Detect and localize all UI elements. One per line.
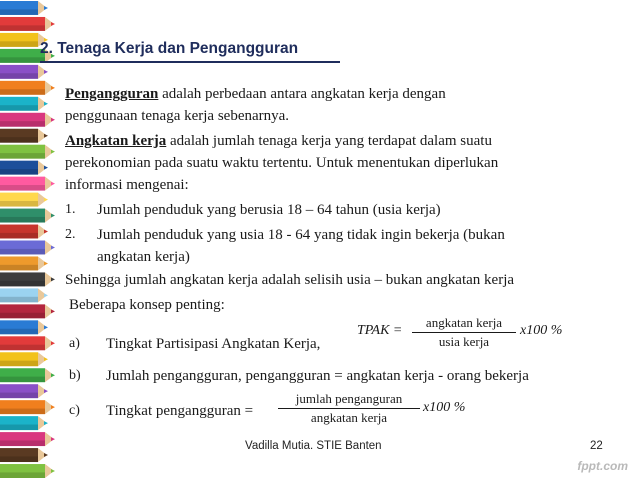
formula-fraction bbox=[278, 391, 420, 426]
fraction-bar bbox=[278, 408, 420, 409]
term-pengangguran: Pengangguran bbox=[65, 86, 159, 102]
formula-multiplier: x100 % bbox=[423, 400, 466, 415]
formula-fraction bbox=[412, 315, 516, 350]
fraction-numerator: jumlah penganguran bbox=[295, 391, 403, 406]
formula-multiplier: x100 % bbox=[520, 323, 563, 338]
concept-text: Tingkat Partisipasi Angkatan Kerja, bbox=[106, 336, 321, 352]
fraction-bar bbox=[412, 332, 516, 333]
definition-line: penggunaan tenaga kerja sebenarnya. bbox=[65, 108, 290, 124]
definition-labor-force bbox=[65, 131, 492, 151]
list-item: Jumlah penduduk yang usia 18 - 64 yang tidak ingin bekerja (bukan bbox=[97, 227, 505, 243]
colored-pencils-border bbox=[0, 0, 60, 479]
formula-lhs: TPAK = bbox=[357, 323, 403, 338]
list-item: Jumlah penduduk yang berusia 18 – 64 tahun (usia kerja) bbox=[97, 202, 441, 218]
definition-text: adalah jumlah tenaga kerja yang terdapat dalam suatu bbox=[166, 133, 492, 149]
concept-label: a) bbox=[69, 336, 80, 351]
fraction-denominator: angkatan kerja bbox=[310, 410, 388, 425]
concept-label: c) bbox=[69, 403, 80, 418]
concept-label: b) bbox=[69, 368, 81, 383]
term-angkatan-kerja: Angkatan kerja bbox=[65, 133, 167, 149]
title-underline bbox=[40, 61, 340, 63]
conclusion-text: Sehingga jumlah angkatan kerja adalah selisih usia – bukan angkatan kerja bbox=[65, 272, 515, 288]
fraction-denominator: usia kerja bbox=[438, 334, 490, 349]
list-number: 1. bbox=[65, 202, 76, 217]
slide-title: 2. Tenaga Kerja dan Pengangguran bbox=[40, 40, 299, 57]
fraction-numerator: angkatan kerja bbox=[425, 315, 503, 330]
concepts-heading: Beberapa konsep penting: bbox=[69, 297, 225, 313]
definition-line: informasi mengenai: bbox=[65, 177, 189, 193]
list-number: 2. bbox=[65, 227, 76, 242]
definition-unemployment bbox=[65, 84, 446, 104]
concept-text: Tingkat pengangguran = bbox=[106, 403, 254, 419]
definition-line: perekonomian pada suatu waktu tertentu. Untuk menentukan diperlukan bbox=[65, 155, 499, 171]
definition-text: adalah perbedaan antara angkatan kerja dengan bbox=[158, 86, 446, 102]
footer-author: Vadilla Mutia. STIE Banten bbox=[245, 440, 382, 452]
concept-text: Jumlah pengangguran, pengangguran = angkatan kerja - orang bekerja bbox=[106, 368, 529, 384]
watermark: fppt.com bbox=[577, 459, 628, 473]
page-number: 22 bbox=[590, 440, 603, 452]
list-item-line: angkatan kerja) bbox=[97, 249, 190, 265]
